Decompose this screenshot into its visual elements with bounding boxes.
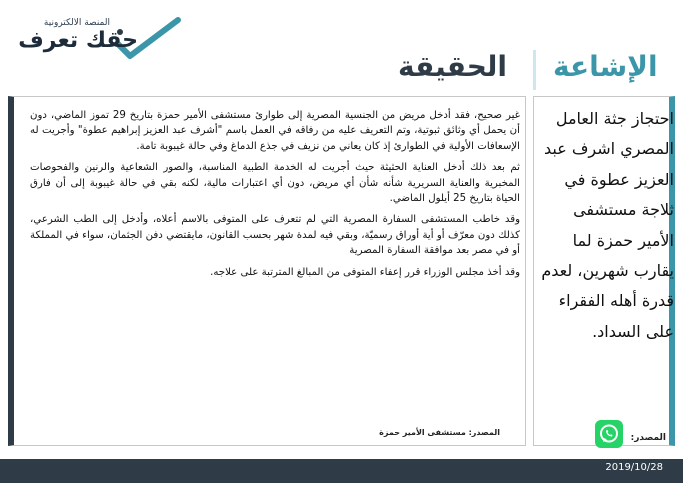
truth-heading: الحقيقة — [398, 50, 508, 83]
brand-subtitle: المنصة الالكترونية — [43, 18, 110, 28]
truth-paragraph: غير صحيح، فقد أدخل مريض من الجنسية المصرية إلى طوارئ مستشفى الأمير حمزة بتاريخ 29 تموز الماضي، دون أن يحمل أي وثائق ثبوتية، وتم التعريف عليه من رفاقه في العمل باسم "أشرف عبد العزيز إبراهيم عطوة" وأجريت له الإسعافات الأولية في الطوارئ إذ كان يعاني من نزيف في جذع الدماغ وفي حالة غيبوبة تامة. — [30, 110, 521, 152]
truth-source: المصدر: مستشفى الأمير حمزة — [379, 428, 500, 437]
heading-divider — [533, 50, 536, 90]
rumor-heading: الإشاعة — [553, 50, 658, 83]
brand-name: حقك تعرف — [18, 28, 138, 53]
publish-date: 2019/10/28 — [605, 462, 663, 473]
truth-paragraph: ثم بعد ذلك أدخل العناية الحثيثة حيث أجريت له الخدمة الطبية المناسبة، والصور الشعاعية والرنين والفحوصات المخبرية والعناية السريرية شأنه شأن أي مريض، دون أي اعتبارات مالية، لكنه بقي في حالة غيبوبة إلى أن فارق الحياة بتاريخ 25 أيلول الماضي. — [30, 162, 520, 205]
truth-body — [30, 108, 520, 286]
truth-paragraph: وقد أخذ مجلس الوزراء قرر إعفاء المتوفى من المبالغ المترتبة على علاجه. — [210, 266, 520, 278]
rumor-body: احتجاز جثة العامل المصري اشرف عبد العزيز عطوة في ثلاجة مستشفى الأمير حمزة لما يقارب شهرين، لعدم قدرة أهله الفقراء على السداد. — [541, 109, 674, 341]
truth-paragraph: وقد خاطب المستشفى السفارة المصرية التي لم تتعرف على المتوفى بالاسم أعلاه، وأدخل إلى الطب الشرعي، كذلك دون معرّف أو أية أوراق رسميّة، وبقي فيه لمدة شهر بحسب القانون، مايقتضي دفن الجثمان، سواء في المملكة أو في مصر بعد موافقة السفارة المصرية — [30, 214, 520, 257]
rumor-source-label: المصدر: — [630, 433, 666, 443]
whatsapp-icon — [595, 420, 623, 448]
